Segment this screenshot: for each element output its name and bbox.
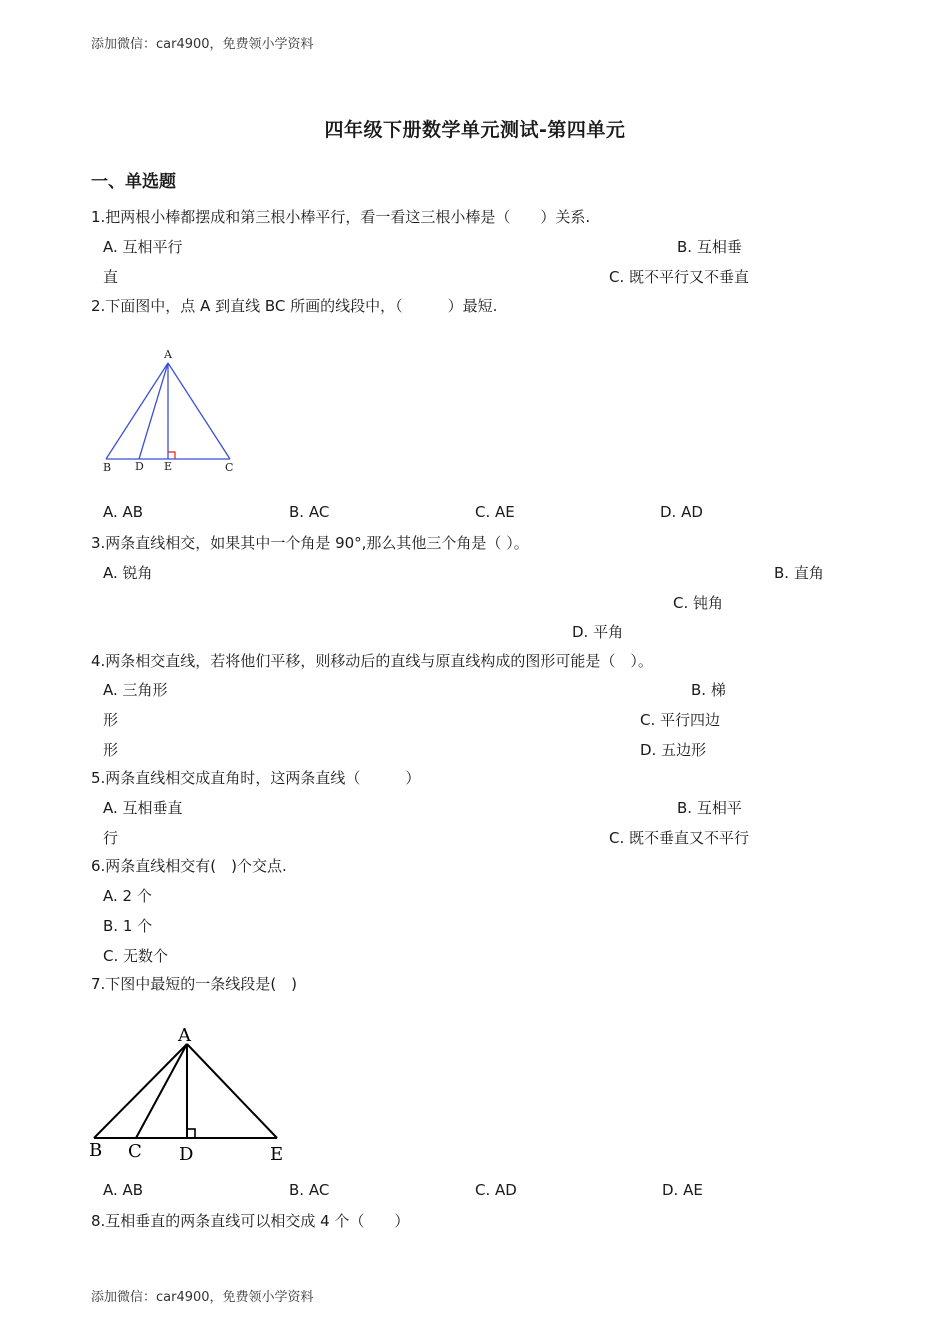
label-a: A [178,1025,191,1046]
q1-option-b-cont: 直 [103,268,119,286]
segment-ad [139,363,168,459]
label-d: D [135,460,144,473]
q2-option-a[interactable]: A. AB [103,503,144,521]
q3-option-c[interactable]: C. 钝角 [673,594,724,612]
triangle-figure-abc [98,343,243,477]
q5-option-b[interactable]: B. 互相平 [677,799,742,817]
q2-option-d[interactable]: D. AD [660,503,703,521]
segment-ac [136,1044,187,1138]
page-footer: 添加微信：car4900，免费领小学资料 [91,1290,314,1305]
q7-option-d[interactable]: D. AE [662,1181,703,1199]
right-angle-mark [187,1129,195,1138]
page-header: 添加微信：car4900，免费领小学资料 [91,37,314,52]
q1-option-c[interactable]: C. 既不平行又不垂直 [609,268,750,286]
q3-option-a[interactable]: A. 锐角 [103,564,153,582]
question-6: 6.两条直线相交有( )个交点. [91,857,287,875]
label-c: C [128,1141,142,1162]
segment-ab [106,363,168,459]
q4-option-c[interactable]: C. 平行四边 [640,711,721,729]
label-b: B [89,1140,103,1161]
question-5: 5.两条直线相交成直角时，这两条直线（ ） [91,769,421,787]
q6-option-c[interactable]: C. 无数个 [103,947,169,965]
label-b: B [103,461,112,474]
label-a: A [164,348,172,361]
q7-option-b[interactable]: B. AC [289,1181,330,1199]
q2-option-b[interactable]: B. AC [289,503,330,521]
q5-option-c[interactable]: C. 既不垂直又不平行 [609,829,750,847]
q7-option-a[interactable]: A. AB [103,1181,144,1199]
q5-option-b-cont: 行 [103,829,119,847]
q1-option-b[interactable]: B. 互相垂 [677,238,742,256]
q4-option-c-cont: 形 [103,741,119,759]
segment-ae [187,1044,277,1138]
question-8: 8.互相垂直的两条直线可以相交成 4 个（ ） [91,1212,410,1230]
label-d: D [179,1144,194,1165]
q2-option-c[interactable]: C. AE [475,503,515,521]
section-heading: 一、单选题 [91,172,176,192]
q7-option-c[interactable]: C. AD [475,1181,517,1199]
segment-ab [94,1044,187,1138]
q1-option-a[interactable]: A. 互相平行 [103,238,183,256]
q4-option-b-cont: 形 [103,711,119,729]
q4-option-d[interactable]: D. 五边形 [640,741,707,759]
page-title: 四年级下册数学单元测试-第四单元 [324,119,626,141]
question-2: 2.下面图中，点 A 到直线 BC 所画的线段中，（ ）最短. [91,297,498,315]
question-3: 3.两条直线相交，如果其中一个角是 90°,那么其他三个角是（ ）。 [91,534,529,552]
label-e: E [270,1144,284,1165]
label-c: C [225,461,234,474]
question-7: 7.下图中最短的一条线段是( ) [91,975,298,993]
q3-option-d[interactable]: D. 平角 [572,623,624,641]
q6-option-b[interactable]: B. 1 个 [103,917,153,935]
label-e: E [164,460,173,473]
q6-option-a[interactable]: A. 2 个 [103,887,152,905]
segment-ac [168,363,230,459]
q5-option-a[interactable]: A. 互相垂直 [103,799,183,817]
triangle-figure-abe [86,1022,296,1167]
q4-option-a[interactable]: A. 三角形 [103,681,168,699]
question-1: 1.把两根小棒都摆成和第三根小棒平行，看一看这三根小棒是（ ）关系. [91,208,591,226]
question-4: 4.两条相交直线，若将他们平移，则移动后的直线与原直线构成的图形可能是（ ）。 [91,652,653,670]
q3-option-b[interactable]: B. 直角 [774,564,824,582]
q4-option-b[interactable]: B. 梯 [691,681,726,699]
right-angle-mark [168,452,175,459]
